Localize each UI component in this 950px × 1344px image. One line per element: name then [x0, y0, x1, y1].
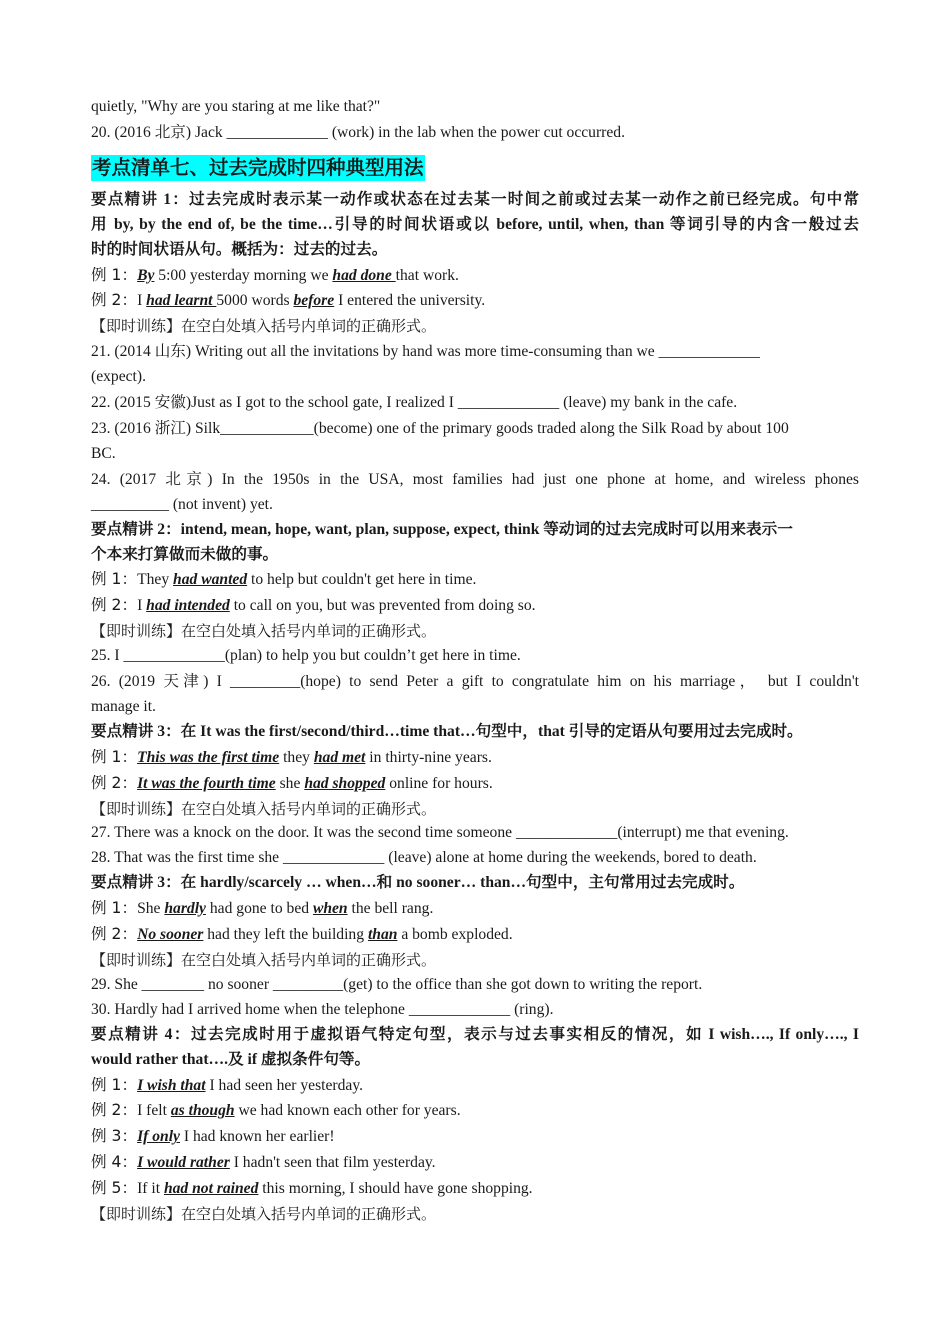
key-point-2: 要点精讲 2：intend, mean, hope, want, plan, suppose, expect, think 等动词的过去完成时可以用来表示一 个本来打算做而未做的事。	[91, 520, 793, 563]
example-3-2: 例 2：It was the fourth time she had shopped online for hours.	[91, 773, 493, 792]
example-1-1: 例 1：By 5:00 yesterday morning we had done that work.	[91, 265, 459, 284]
question-28: 28. That was the first time she _____________ (leave) alone at home during the weekends, bored to death.	[91, 849, 757, 867]
key-point-1: 要点精讲 1：过去完成时表示某一动作或状态在过去某一时间之前或过去某一动作之前已经完成。句中常 用 by, by the end of, be the time…引导的时间状语或以 before, until, when, than 等词引导的内含一般过去 时的时间状语从句。概括为：过去的过去。	[91, 190, 859, 258]
question-24: 24. (2017 北京) In the 1950s in the USA, most families had just one phone at home, and wireless phones	[91, 469, 859, 488]
example-4-1: 例 1：I wish that I had seen her yesterday.	[91, 1075, 364, 1094]
key-point-4: 要点精讲 4：过去完成时用于虚拟语气特定句型，表示与过去事实相反的情况，如 I wish…., If only…., I would rather that….及 if 虚拟条件句等。	[91, 1025, 859, 1068]
continuation-text: quietly, "Why are you staring at me like that?"	[91, 98, 381, 115]
question-21-cont: (expect).	[91, 368, 146, 386]
example-3b-1: 例 1：She hardly had gone to bed when the bell rang.	[91, 899, 434, 918]
question-26-cont: manage it.	[91, 697, 156, 715]
example-4-3: 例 3：If only I had known her earlier!	[91, 1127, 335, 1146]
practice-instruction: 【即时训练】在空白处填入括号内单词的正确形式。	[91, 317, 437, 336]
example-3-1: 例 1：This was the first time they had met in thirty-nine years.	[91, 747, 492, 766]
question-21: 21. (2014 山东) Writing out all the invitations by hand was more time-consuming than we _____________	[91, 342, 760, 361]
practice-instruction: 【即时训练】在空白处填入括号内单词的正确形式。	[91, 799, 437, 818]
practice-instruction: 【即时训练】在空白处填入括号内单词的正确形式。	[91, 1205, 437, 1224]
key-point-3: 要点精讲 3：在 It was the first/second/third…time that…句型中，that 引导的定语从句要用过去完成时。	[91, 722, 803, 740]
section-heading	[91, 146, 859, 188]
question-29: 29. She ________ no sooner _________(get) to the office than she got down to writing the report.	[91, 975, 703, 993]
practice-instruction: 【即时训练】在空白处填入括号内单词的正确形式。	[91, 951, 437, 969]
example-4-5: 例 5：If it had not rained this morning, I should have gone shopping.	[91, 1179, 533, 1198]
section-heading-text: 考点清单七、过去完成时四种典型用法	[92, 155, 424, 179]
example-4-2: 例 2：I felt as though we had known each other for years.	[91, 1101, 461, 1120]
question-23-cont: BC.	[91, 444, 116, 462]
example-2-1: 例 1：They had wanted to help but couldn't get here in time.	[91, 570, 477, 589]
question-24-cont: __________ (not invent) yet.	[91, 495, 273, 513]
example-2-2: 例 2：I had intended to call on you, but was prevented from doing so.	[91, 596, 536, 615]
practice-instruction: 【即时训练】在空白处填入括号内单词的正确形式。	[91, 622, 437, 641]
document-page	[91, 95, 859, 1227]
example-4-4: 例 4：I would rather I hadn't seen that film yesterday.	[91, 1153, 436, 1172]
question-25: 25. I _____________(plan) to help you but couldn’t get here in time.	[91, 647, 521, 665]
question-22: 22. (2015 安徽)Just as I got to the school gate, I realized I _____________ (leave) my bank in the cafe.	[91, 393, 738, 412]
question-30: 30. Hardly had I arrived home when the telephone _____________ (ring).	[91, 1000, 554, 1018]
question-23: 23. (2016 浙江) Silk____________(become) one of the primary goods traded along the Silk Road by about 100	[91, 418, 789, 437]
question-27: 27. There was a knock on the door. It was the second time someone _____________(interrupt) me that evening.	[91, 824, 789, 842]
example-3b-2: 例 2：No sooner had they left the building than a bomb exploded.	[91, 925, 513, 944]
example-1-2: 例 2：I had learnt 5000 words before I entered the university.	[91, 291, 486, 310]
key-point-3b: 要点精讲 3：在 hardly/scarcely … when…和 no sooner… than…句型中，主句常用过去完成时。	[91, 874, 745, 892]
question-20: 20. (2016 北京) Jack _____________ (work) in the lab when the power cut occurred.	[91, 122, 625, 141]
question-26: 26. (2019 天津) I _________(hope) to send Peter a gift to congratulate him on his marriage， but I couldn't	[91, 672, 859, 691]
